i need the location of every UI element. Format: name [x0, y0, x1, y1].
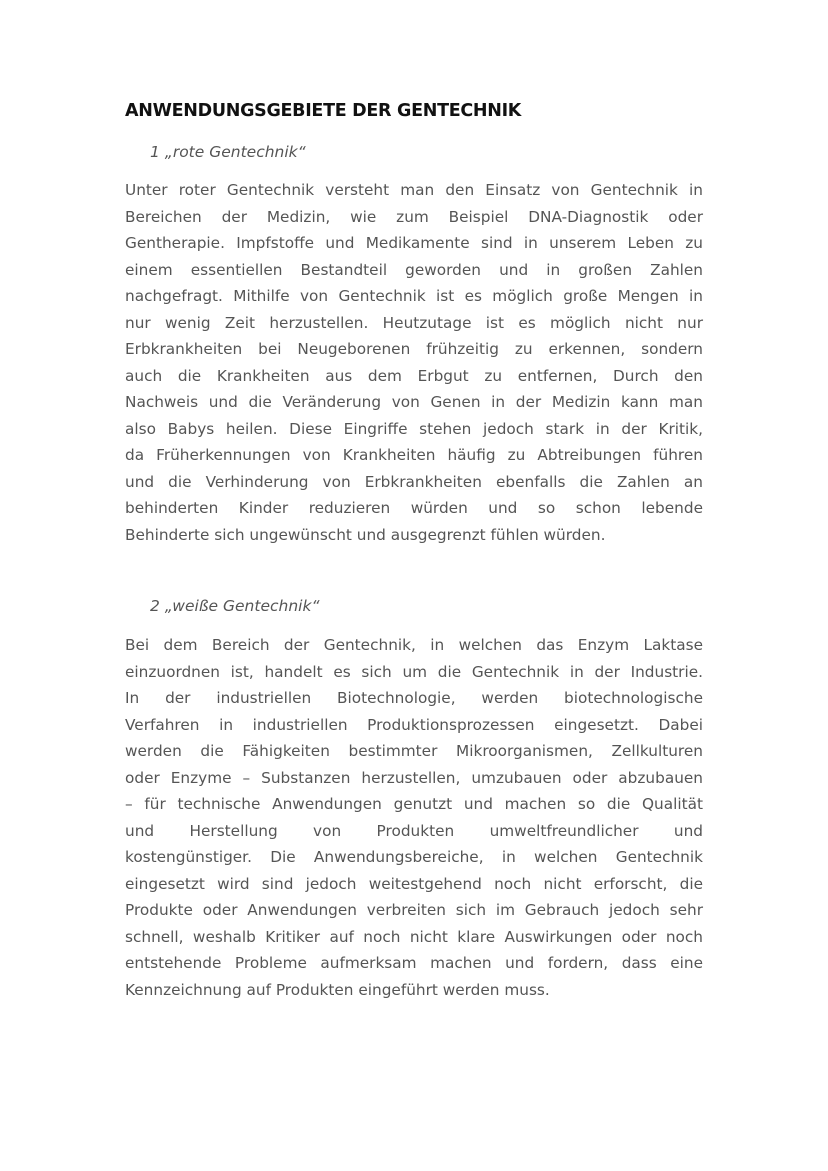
text-line: Behinderte sich ungewünscht und ausgegrenzt fühlen würden.: [125, 525, 606, 544]
text-line: Bereichen der Medizin, wie zum Beispiel DNA-Diagnostik oder: [125, 207, 703, 226]
text-line: werden die Fähigkeiten bestimmter Mikroorganismen, Zellkulturen: [125, 742, 703, 760]
text-line: In der industriellen Biotechnologie, werden biotechnologische: [125, 689, 703, 707]
text-line: Gentherapie. Impfstoffe und Medikamente sind in unserem Leben zu: [125, 234, 703, 252]
text-line: entstehende Probleme aufmerksam machen und fordern, dass eine: [125, 954, 703, 972]
text-line: Nachweis und die Veränderung von Genen in der Medizin kann man: [125, 393, 703, 411]
section-heading-weisse-gentechnik: 2 „weiße Gentechnik“: [150, 597, 320, 615]
paragraph-rote-gentechnik: [125, 177, 703, 548]
text-line: Verfahren in industriellen Produktionsprozessen eingesetzt. Dabei: [125, 715, 703, 734]
text-line: und Herstellung von Produkten umweltfreundlicher und: [125, 821, 703, 840]
text-line: Bei dem Bereich der Gentechnik, in welchen das Enzym Laktase: [125, 636, 703, 654]
text-line: also Babys heilen. Diese Eingriffe stehen jedoch stark in der Kritik,: [125, 419, 703, 438]
text-line: auch die Krankheiten aus dem Erbgut zu entfernen, Durch den: [125, 366, 703, 385]
text-line: einem essentiellen Bestandteil geworden und in großen Zahlen: [125, 260, 703, 279]
text-line: kostengünstiger. Die Anwendungsbereiche, in welchen Gentechnik: [125, 848, 703, 866]
section-heading-rote-gentechnik: 1 „rote Gentechnik“: [150, 143, 306, 161]
text-line: Produkte oder Anwendungen verbreiten sich im Gebrauch jedoch sehr: [125, 901, 703, 919]
text-line: nur wenig Zeit herzustellen. Heutzutage ist es möglich nicht nur: [125, 313, 703, 332]
text-line: schnell, weshalb Kritiker auf noch nicht klare Auswirkungen oder noch: [125, 927, 703, 946]
text-line: einzuordnen ist, handelt es sich um die Gentechnik in der Industrie.: [125, 662, 703, 681]
text-line: – für technische Anwendungen genutzt und machen so die Qualität: [125, 795, 703, 813]
text-line: oder Enzyme – Substanzen herzustellen, umzubauen oder abzubauen: [125, 768, 703, 787]
text-line: behinderten Kinder reduzieren würden und so schon lebende: [125, 499, 703, 517]
text-line: Unter roter Gentechnik versteht man den Einsatz von Gentechnik in: [125, 181, 703, 199]
text-line: Erbkrankheiten bei Neugeborenen frühzeitig zu erkennen, sondern: [125, 340, 703, 358]
document-title: ANWENDUNGSGEBIETE DER GENTECHNIK: [125, 101, 522, 121]
text-line: Kennzeichnung auf Produkten eingeführt werden muss.: [125, 980, 550, 999]
text-line: nachgefragt. Mithilfe von Gentechnik ist es möglich große Mengen in: [125, 287, 703, 305]
text-line: eingesetzt wird sind jedoch weitestgehend noch nicht erforscht, die: [125, 874, 703, 893]
paragraph-weisse-gentechnik: [125, 632, 703, 1003]
text-line: und die Verhinderung von Erbkrankheiten ebenfalls die Zahlen an: [125, 472, 703, 491]
text-line: da Früherkennungen von Krankheiten häufig zu Abtreibungen führen: [125, 446, 703, 464]
